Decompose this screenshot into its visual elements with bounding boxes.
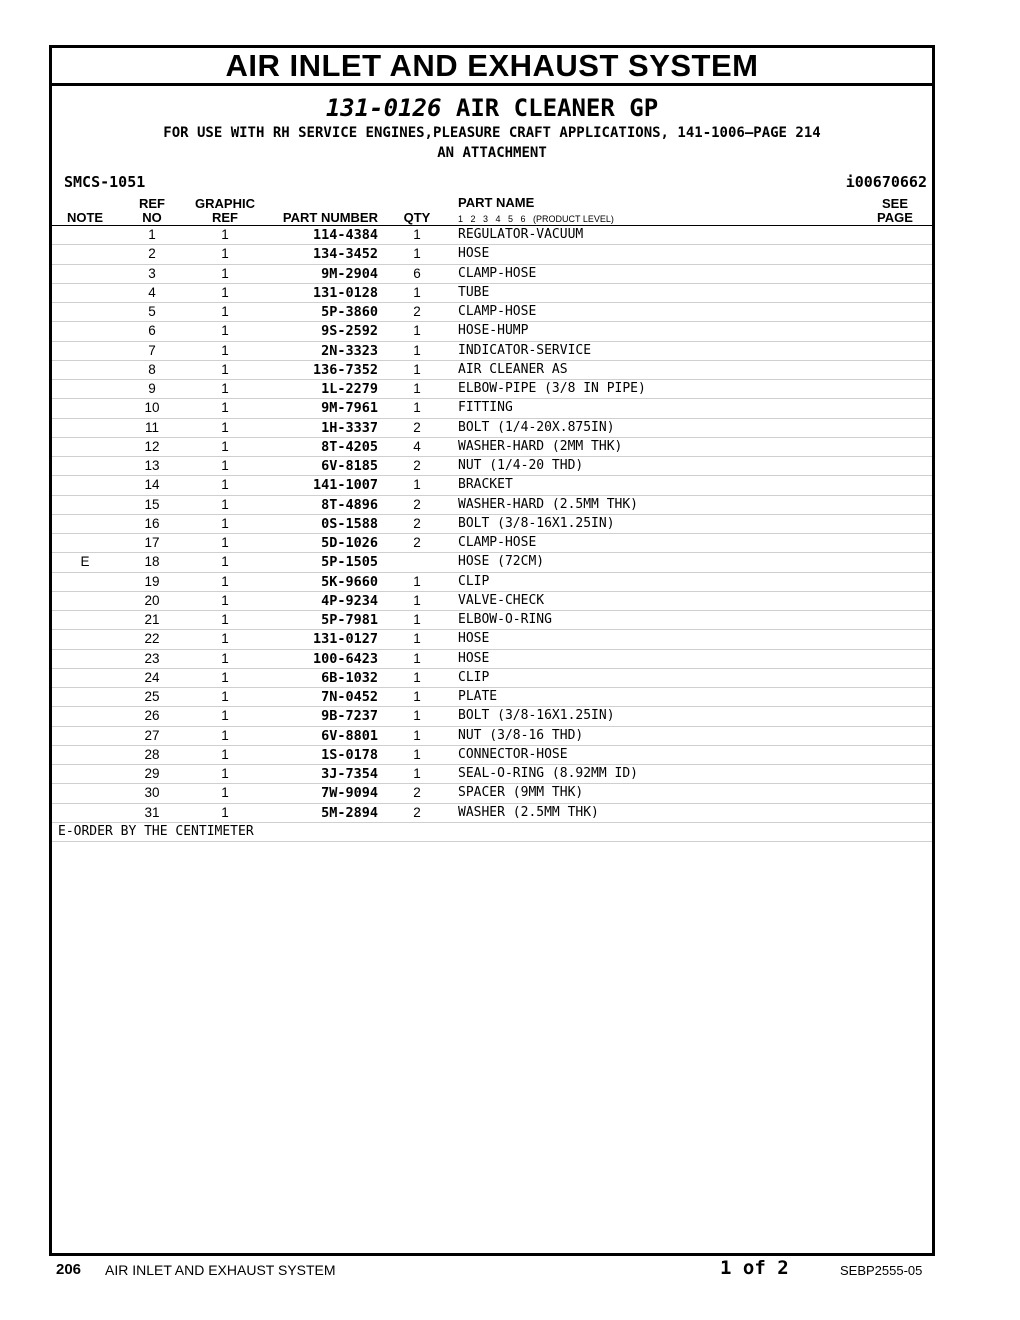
- page-title: AIR INLET AND EXHAUST SYSTEM: [52, 48, 932, 86]
- part-name-cell: FITTING: [458, 400, 513, 416]
- graphic-ref-cell: 1: [221, 304, 229, 319]
- ref-no-cell: 20: [144, 592, 160, 608]
- graphic-ref-cell: 1: [221, 612, 229, 627]
- ref-no-cell: 28: [144, 746, 160, 762]
- graphic-ref-cell: 1: [221, 265, 229, 281]
- ref-no-cell: 26: [144, 708, 160, 724]
- graphic-ref-cell: 1: [221, 727, 229, 743]
- qty-cell: 2: [413, 419, 421, 435]
- ref-no-cell: 9: [148, 381, 156, 396]
- col-qty: QTY: [403, 210, 431, 225]
- part-name-cell: INDICATOR-SERVICE: [458, 342, 592, 358]
- use-line: FOR USE WITH RH SERVICE ENGINES,PLEASURE CRAFT APPLICATIONS, 141-1006—PAGE 214: [163, 125, 821, 141]
- table-row: [52, 727, 932, 746]
- part-number-cell: 2N-3323: [321, 342, 378, 359]
- part-name-cell: WASHER (2.5MM THK): [458, 804, 599, 820]
- graphic-ref-cell: 1: [221, 535, 229, 550]
- part-number-cell: 6V-8801: [321, 727, 378, 744]
- note-cell: E: [80, 554, 90, 570]
- ref-no-cell: 14: [144, 477, 160, 493]
- part-name-cell: ELBOW-PIPE (3/8 IN PIPE): [458, 381, 646, 396]
- part-name-cell: SEAL-O-RING (8.92MM ID): [458, 766, 639, 781]
- graphic-ref-cell: 1: [221, 400, 229, 416]
- table-row: [52, 419, 932, 438]
- col-graphic-top: GRAPHIC: [195, 196, 255, 211]
- table-row: [52, 573, 932, 592]
- part-name-cell: WASHER-HARD (2MM THK): [458, 438, 623, 454]
- part-number-cell: 131-0127: [312, 631, 378, 648]
- table-row: [52, 438, 932, 457]
- part-name-cell: NUT (1/4-20 THD): [458, 458, 584, 473]
- part-number-cell: 5M-2894: [321, 804, 378, 821]
- part-name-cell: AIR CLEANER AS: [458, 361, 568, 377]
- part-name-cell: NUT (3/8-16 THD): [458, 727, 584, 743]
- part-number-cell: 3J-7354: [321, 766, 378, 782]
- part-number-cell: 131-0128: [312, 284, 378, 301]
- graphic-ref-cell: 1: [221, 496, 229, 512]
- table-row: [52, 707, 932, 726]
- col-note: NOTE: [66, 210, 104, 225]
- table-row: [52, 650, 932, 669]
- table-row: [52, 746, 932, 765]
- qty-cell: 1: [413, 708, 421, 724]
- table-row: [52, 476, 932, 495]
- ref-no-cell: 24: [144, 669, 160, 685]
- part-number-cell: 136-7352: [312, 361, 378, 378]
- ref-no-cell: 5: [148, 304, 156, 319]
- table-header: [52, 195, 932, 226]
- table-row: [52, 630, 932, 649]
- part-name-cell: CLIP: [458, 669, 490, 685]
- part-number-cell: 9M-2904: [321, 265, 378, 282]
- col-part-number: PART NUMBER: [282, 210, 378, 225]
- table-row: [52, 245, 932, 264]
- ref-no-cell: 27: [144, 727, 160, 743]
- ref-no-cell: 8: [148, 361, 156, 377]
- graphic-ref-cell: 1: [221, 631, 229, 647]
- part-number-cell: 100-6423: [312, 650, 378, 667]
- table-row: [52, 611, 932, 630]
- qty-cell: 1: [413, 669, 421, 685]
- qty-cell: 1: [413, 342, 421, 358]
- part-number-cell: 5K-9660: [321, 573, 378, 590]
- part-number-cell: 134-3452: [312, 246, 378, 263]
- ref-no-cell: 1: [148, 227, 156, 242]
- graphic-ref-cell: 1: [221, 804, 229, 820]
- part-name-cell: PLATE: [458, 689, 498, 704]
- qty-cell: 1: [413, 689, 421, 704]
- part-number-cell: 114-4384: [312, 227, 378, 243]
- table-row: [52, 399, 932, 418]
- smcs-code: SMCS-1051: [64, 173, 146, 191]
- part-name-cell: CLIP: [458, 573, 490, 589]
- page-number: 206: [56, 1261, 82, 1278]
- graphic-ref-cell: 1: [221, 746, 229, 762]
- ref-no-cell: 18: [144, 554, 160, 570]
- table-row: [52, 804, 932, 823]
- illustration-id: i00670662: [845, 173, 927, 191]
- part-number-cell: 4P-9234: [321, 592, 378, 609]
- footer-section: AIR INLET AND EXHAUST SYSTEM: [105, 1262, 336, 1278]
- graphic-ref-cell: 1: [221, 554, 229, 570]
- qty-cell: 1: [413, 323, 421, 339]
- table-row: [52, 303, 932, 322]
- part-number-cell: 1H-3337: [321, 419, 378, 436]
- qty-cell: 2: [413, 804, 421, 820]
- ref-no-cell: 10: [144, 400, 160, 416]
- ref-no-cell: 19: [144, 573, 160, 589]
- graphic-ref-cell: 1: [221, 708, 229, 724]
- qty-cell: 2: [413, 304, 421, 319]
- part-number-cell: 1L-2279: [321, 381, 378, 397]
- ref-no-cell: 3: [148, 265, 156, 281]
- table-row: [52, 515, 932, 534]
- group-number: 131-0126: [325, 94, 442, 122]
- ref-no-cell: 13: [144, 458, 160, 473]
- qty-cell: 2: [413, 515, 421, 531]
- part-number-cell: 8T-4205: [321, 438, 378, 455]
- graphic-ref-cell: 1: [221, 766, 229, 781]
- table-row: [52, 342, 932, 361]
- col-see-bottom: PAGE: [877, 210, 913, 225]
- ref-no-cell: 2: [148, 246, 156, 262]
- qty-cell: 1: [413, 246, 421, 262]
- qty-cell: 1: [413, 631, 421, 647]
- part-number-cell: 6B-1032: [321, 669, 378, 686]
- qty-cell: 2: [413, 535, 421, 550]
- graphic-ref-cell: 1: [221, 592, 229, 608]
- ref-no-cell: 4: [148, 284, 156, 300]
- table-row: [52, 669, 932, 688]
- qty-cell: 1: [413, 766, 421, 781]
- qty-cell: 2: [413, 458, 421, 473]
- qty-cell: 1: [413, 361, 421, 377]
- qty-cell: 1: [413, 284, 421, 300]
- part-name-cell: VALVE-CHECK: [458, 592, 545, 608]
- part-name-cell: CONNECTOR-HOSE: [458, 746, 568, 762]
- part-name-cell: CLAMP-HOSE: [458, 265, 537, 281]
- ref-no-cell: 22: [144, 631, 160, 647]
- ref-no-cell: 16: [144, 515, 160, 531]
- use-line-2: AN ATTACHMENT: [437, 145, 547, 161]
- table-row: [52, 496, 932, 515]
- footnote: [52, 823, 932, 842]
- part-number-cell: 5D-1026: [321, 535, 378, 551]
- col-ref-bottom: NO: [142, 210, 162, 225]
- col-see-top: SEE: [881, 196, 908, 211]
- graphic-ref-cell: 1: [221, 689, 229, 704]
- ref-no-cell: 7: [148, 342, 156, 358]
- qty-cell: 1: [413, 592, 421, 608]
- qty-cell: 1: [413, 650, 421, 666]
- qty-cell: 1: [413, 612, 421, 627]
- part-number-cell: 5P-3860: [321, 304, 378, 320]
- table-row: [52, 592, 932, 611]
- footnote-text: E-ORDER BY THE CENTIMETER: [58, 823, 254, 839]
- part-name-cell: HOSE (72CM): [458, 554, 545, 570]
- page-of: 1 of 2: [720, 1257, 789, 1279]
- part-name-cell: HOSE: [458, 246, 490, 262]
- graphic-ref-cell: 1: [221, 342, 229, 358]
- part-name-cell: CLAMP-HOSE: [458, 304, 537, 319]
- graphic-ref-cell: 1: [221, 227, 229, 242]
- table-row: [52, 534, 932, 553]
- part-name-cell: SPACER (9MM THK): [458, 785, 584, 801]
- part-name-cell: BOLT (1/4-20X.875IN): [458, 419, 615, 435]
- parts-page-frame: [49, 45, 935, 1256]
- part-name-cell: REGULATOR-VACUUM: [458, 227, 584, 242]
- group-heading: [52, 93, 932, 123]
- part-name-cell: WASHER-HARD (2.5MM THK): [458, 496, 639, 512]
- col-graphic-bottom: REF: [212, 210, 238, 225]
- table-row: [52, 265, 932, 284]
- ref-no-cell: 6: [148, 323, 156, 339]
- graphic-ref-cell: 1: [221, 573, 229, 589]
- parts-table-body: [52, 226, 932, 823]
- part-name-cell: HOSE-HUMP: [458, 323, 529, 339]
- graphic-ref-cell: 1: [221, 458, 229, 473]
- graphic-ref-cell: 1: [221, 515, 229, 531]
- col-product-level: 1 2 3 4 5 6 (PRODUCT LEVEL): [458, 214, 614, 224]
- part-name-cell: CLAMP-HOSE: [458, 535, 537, 550]
- doc-number: SEBP2555-05: [840, 1263, 923, 1278]
- qty-cell: 2: [413, 785, 421, 801]
- table-row: [52, 284, 932, 303]
- part-number-cell: 9B-7237: [321, 708, 378, 725]
- part-name-cell: BRACKET: [458, 477, 513, 493]
- graphic-ref-cell: 1: [221, 785, 229, 801]
- ref-no-cell: 21: [144, 612, 160, 627]
- table-row: [52, 361, 932, 380]
- table-row: [52, 457, 932, 476]
- group-name: AIR CLEANER GP: [455, 94, 659, 122]
- graphic-ref-cell: 1: [221, 284, 229, 300]
- table-row: [52, 226, 932, 245]
- part-number-cell: 6V-8185: [321, 458, 378, 474]
- part-number-cell: 8T-4896: [321, 496, 378, 513]
- part-number-cell: 141-1007: [312, 477, 378, 494]
- ref-no-cell: 23: [144, 650, 160, 666]
- part-name-cell: HOSE: [458, 650, 490, 666]
- part-number-cell: 7N-0452: [321, 689, 378, 705]
- ref-no-cell: 30: [144, 785, 160, 801]
- page-footer: [0, 1256, 1020, 1286]
- table-row: [52, 322, 932, 341]
- ref-no-cell: 29: [144, 766, 160, 781]
- graphic-ref-cell: 1: [221, 246, 229, 262]
- part-number-cell: 5P-7981: [321, 612, 378, 628]
- part-number-cell: 7W-9094: [321, 785, 378, 802]
- qty-cell: 1: [413, 727, 421, 743]
- graphic-ref-cell: 1: [221, 477, 229, 493]
- col-ref-top: REF: [139, 196, 165, 211]
- ref-no-cell: 12: [144, 438, 160, 454]
- graphic-ref-cell: 1: [221, 381, 229, 396]
- qty-cell: 1: [413, 573, 421, 589]
- table-row: [52, 380, 932, 399]
- qty-cell: 1: [413, 746, 421, 762]
- part-number-cell: 9S-2592: [321, 323, 378, 340]
- graphic-ref-cell: 1: [221, 650, 229, 666]
- part-name-cell: BOLT (3/8-16X1.25IN): [458, 708, 615, 724]
- ref-no-cell: 25: [144, 689, 160, 704]
- table-row: [52, 688, 932, 707]
- part-name-cell: TUBE: [458, 284, 490, 300]
- ref-no-cell: 11: [144, 419, 159, 435]
- col-part-name: PART NAME: [458, 195, 535, 210]
- part-number-cell: 0S-1588: [321, 515, 378, 532]
- qty-cell: 1: [413, 477, 421, 493]
- part-number-cell: 1S-0178: [321, 746, 378, 763]
- graphic-ref-cell: 1: [221, 419, 229, 435]
- graphic-ref-cell: 1: [221, 669, 229, 685]
- table-row: [52, 553, 932, 572]
- table-row: [52, 784, 932, 803]
- qty-cell: 1: [413, 381, 421, 396]
- part-name-cell: ELBOW-O-RING: [458, 612, 552, 627]
- qty-cell: 2: [413, 496, 421, 512]
- table-row: [52, 765, 932, 784]
- qty-cell: 1: [413, 227, 421, 242]
- ref-no-cell: 17: [144, 535, 160, 550]
- meta-line: [52, 171, 932, 193]
- part-number-cell: 9M-7961: [321, 400, 378, 417]
- part-name-cell: BOLT (3/8-16X1.25IN): [458, 515, 615, 531]
- graphic-ref-cell: 1: [221, 361, 229, 377]
- graphic-ref-cell: 1: [221, 323, 229, 339]
- ref-no-cell: 15: [144, 496, 160, 512]
- part-number-cell: 5P-1505: [321, 554, 378, 571]
- qty-cell: 1: [413, 400, 421, 416]
- qty-cell: 4: [413, 438, 421, 454]
- ref-no-cell: 31: [144, 804, 160, 820]
- graphic-ref-cell: 1: [221, 438, 229, 454]
- qty-cell: 6: [413, 265, 421, 281]
- part-name-cell: HOSE: [458, 631, 490, 647]
